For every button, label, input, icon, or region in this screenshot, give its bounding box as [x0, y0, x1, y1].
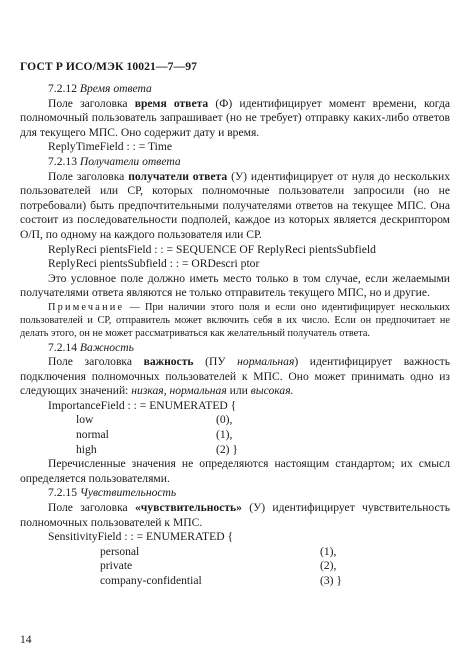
code-reply-time-field: ReplyTimeField : : = Time	[48, 140, 173, 154]
paragraph-importance: Поле заголовка важность (ПУ нормальная) идентифицирует важность подключения полномочных пользователей к МПС. Оно может принимать одно из следующих значений: низкая, нормальная или высокая.	[20, 355, 450, 398]
enum-item: high (2) }	[76, 442, 238, 456]
document-body	[20, 82, 450, 589]
enum-item: company-confidential (3) }	[100, 574, 342, 588]
paragraph-importance-values: Перечисленные значения не определяются настоящим стандартом; их смысл определяется пользователями.	[20, 457, 450, 485]
paragraph-reply-time: Поле заголовка время ответа (Ф) идентифицирует момент времени, когда полномочный пользователь запрашивает (но не требует) отправку каких-либо ответов для текущего МПС. Оно содержит дату и время.	[20, 96, 451, 139]
code-reply-recipients-field: ReplyReci pientsField : : = SEQUENCE OF ReplyReci pientsSubfield	[48, 242, 376, 256]
code-sensitivity-field: SensitivityField : : = ENUMERATED {	[48, 530, 234, 544]
enum-item: normal (1),	[76, 428, 233, 442]
paragraph-reply-recipients-condition: Это условное поле должно иметь место только в том случае, если желаемыми получателями ответа являются не только отправитель текущего МПС, но и другие.	[20, 271, 450, 300]
enum-item: private (2),	[100, 559, 337, 573]
paragraph-sensitivity: Поле заголовка «чувствительность» (У) идентифицирует чувствительность полномочных пользователей к МПС.	[20, 501, 450, 529]
page-number: 14	[20, 633, 32, 646]
section-heading-7-2-15: 7.2.15 Чувствительность	[48, 486, 177, 500]
document-header: ГОСТ Р ИСО/МЭК 10021—7—97	[20, 60, 198, 73]
code-importance-field: ImportanceField : : = ENUMERATED {	[48, 398, 237, 412]
enum-item: personal (1),	[100, 544, 337, 558]
enum-item: low (0),	[76, 413, 233, 427]
code-reply-recipients-subfield: ReplyReci pientsSubfield : : = ORDescri ptor	[48, 257, 260, 271]
section-heading-7-2-13: 7.2.13 Получатели ответа	[48, 154, 181, 168]
note-reply-recipients: Примечание — При наличии этого поля и если оно идентифицирует нескольких пользователей и СР, отправитель может включить себя в их число. Если он предпочитает не делать этого, он не может рассматриваться как желательный получатель ответа.	[20, 301, 450, 340]
paragraph-reply-recipients: Поле заголовка получатели ответа (У) идентифицирует от нуля до нескольких пользователей или СР, которых полномочные пользователи запросили (но не потребовали) быть предпочтительными получателями ответов на текущее МПС. Она состоит из последовательности подполей, каждое из которых является дескриптором О/П, по одному на каждого пользователя или СР.	[20, 169, 450, 241]
section-heading-7-2-14: 7.2.14 Важность	[48, 340, 134, 354]
section-heading-7-2-12: 7.2.12 Время ответа	[48, 82, 152, 95]
